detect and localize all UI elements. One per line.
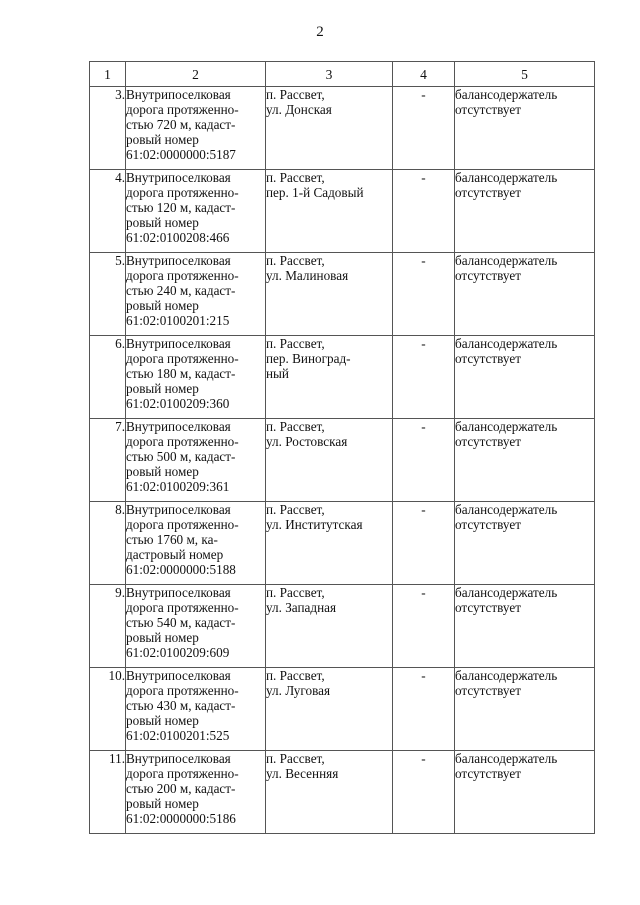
row-number: 11. [90, 751, 126, 834]
table-row [90, 751, 595, 834]
balance-holder: балансодержатель отсутствует [455, 253, 595, 336]
column-4-value: - [393, 751, 455, 834]
column-header-5: 5 [455, 62, 595, 87]
table-row [90, 336, 595, 419]
balance-holder: балансодержатель отсутствует [455, 585, 595, 668]
row-number: 10. [90, 668, 126, 751]
column-4-value: - [393, 585, 455, 668]
road-description: Внутрипоселковая дорога протяженно- стью 1760 м, ка- дастровый номер 61:02:0000000:5188 [126, 502, 266, 585]
road-description: Внутрипоселковая дорога протяженно- стью 120 м, кадаст- ровый номер 61:02:0100208:466 [126, 170, 266, 253]
road-description: Внутрипоселковая дорога протяженно- стью 720 м, кадаст- ровый номер 61:02:0000000:5187 [126, 87, 266, 170]
table-row [90, 170, 595, 253]
road-description: Внутрипоселковая дорога протяженно- стью 430 м, кадаст- ровый номер 61:02:0100201:525 [126, 668, 266, 751]
table-header-row [90, 62, 595, 87]
column-4-value: - [393, 87, 455, 170]
page-number: 2 [316, 24, 324, 40]
road-description: Внутрипоселковая дорога протяженно- стью 180 м, кадаст- ровый номер 61:02:0100209:360 [126, 336, 266, 419]
table-row [90, 502, 595, 585]
road-address: п. Рассвет, ул. Западная [266, 585, 393, 668]
balance-holder: балансодержатель отсутствует [455, 751, 595, 834]
column-header-4: 4 [393, 62, 455, 87]
road-address: п. Рассвет, ул. Донская [266, 87, 393, 170]
road-description: Внутрипоселковая дорога протяженно- стью 500 м, кадаст- ровый номер 61:02:0100209:361 [126, 419, 266, 502]
road-description: Внутрипоселковая дорога протяженно- стью 240 м, кадаст- ровый номер 61:02:0100201:215 [126, 253, 266, 336]
row-number: 7. [90, 419, 126, 502]
row-number: 4. [90, 170, 126, 253]
balance-holder: балансодержатель отсутствует [455, 668, 595, 751]
road-address: п. Рассвет, ул. Весенняя [266, 751, 393, 834]
road-registry-table [89, 61, 595, 834]
road-address: п. Рассвет, пер. 1-й Садовый [266, 170, 393, 253]
row-number: 5. [90, 253, 126, 336]
balance-holder: балансодержатель отсутствует [455, 419, 595, 502]
balance-holder: балансодержатель отсутствует [455, 87, 595, 170]
column-4-value: - [393, 668, 455, 751]
row-number: 3. [90, 87, 126, 170]
table-row [90, 253, 595, 336]
balance-holder: балансодержатель отсутствует [455, 170, 595, 253]
row-number: 8. [90, 502, 126, 585]
column-4-value: - [393, 336, 455, 419]
row-number: 6. [90, 336, 126, 419]
table-row [90, 585, 595, 668]
column-header-3: 3 [266, 62, 393, 87]
road-address: п. Рассвет, ул. Луговая [266, 668, 393, 751]
road-description: Внутрипоселковая дорога протяженно- стью 200 м, кадаст- ровый номер 61:02:0000000:5186 [126, 751, 266, 834]
balance-holder: балансодержатель отсутствует [455, 502, 595, 585]
column-header-1: 1 [90, 62, 126, 87]
column-4-value: - [393, 170, 455, 253]
column-4-value: - [393, 253, 455, 336]
road-address: п. Рассвет, ул. Малиновая [266, 253, 393, 336]
road-address: п. Рассвет, ул. Ростовская [266, 419, 393, 502]
row-number: 9. [90, 585, 126, 668]
road-address: п. Рассвет, пер. Виноград- ный [266, 336, 393, 419]
table-row [90, 419, 595, 502]
balance-holder: балансодержатель отсутствует [455, 336, 595, 419]
table-row [90, 87, 595, 170]
column-header-2: 2 [126, 62, 266, 87]
road-description: Внутрипоселковая дорога протяженно- стью 540 м, кадаст- ровый номер 61:02:0100209:609 [126, 585, 266, 668]
table-row [90, 668, 595, 751]
column-4-value: - [393, 419, 455, 502]
column-4-value: - [393, 502, 455, 585]
road-address: п. Рассвет, ул. Институтская [266, 502, 393, 585]
